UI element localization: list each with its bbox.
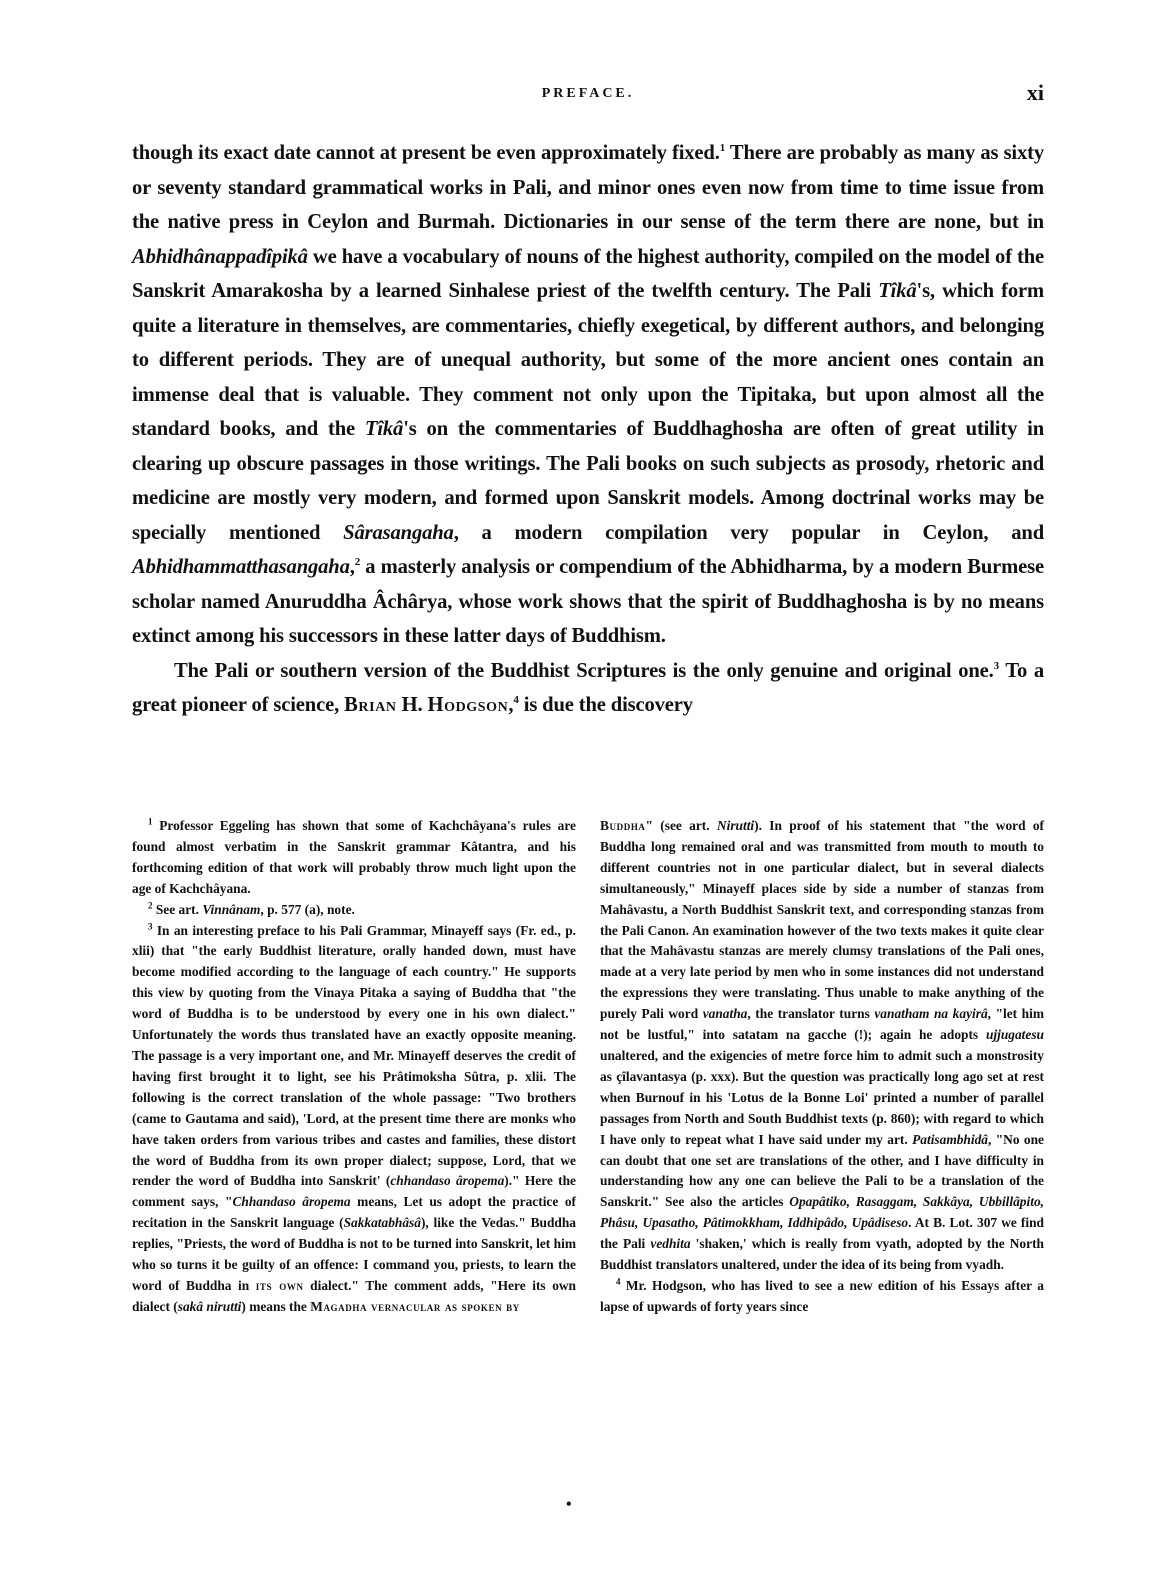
main-text bbox=[132, 136, 1044, 723]
footnote-text: means, Let us adopt the practice of recitation in the Sanskrit language ( bbox=[132, 1194, 576, 1231]
title-abhidhammatthasangaha: Abhidhammatthasangaha bbox=[132, 556, 350, 578]
text-run: is due the discovery bbox=[518, 694, 693, 716]
footnote-1 bbox=[132, 816, 576, 900]
running-title: PREFACE. bbox=[541, 86, 635, 101]
term: Patisambhidâ bbox=[912, 1131, 988, 1147]
footnote-column-right bbox=[600, 816, 1044, 1318]
text-run: The Pali or southern version of the Buddhist Scriptures is the only genuine and original one. bbox=[174, 659, 994, 682]
footnote-text: , the translator turns bbox=[747, 1006, 875, 1022]
footnote-text: dialect." The comment adds, "Here its own dialect ( bbox=[132, 1277, 577, 1314]
text-run: , bbox=[349, 556, 355, 578]
term: vanatham na kayirâ bbox=[874, 1006, 988, 1022]
paragraph-2 bbox=[132, 654, 1044, 723]
footnote-text: ). In proof of his statement that "the word of Buddha long remained oral and was transmitted from mouth to mouth to different countries not in one particular dialect, but in several dialects simultaneously," Minayeff places side by side a number of stanzas from Mahâvastu, a North Buddhist Sanskrit text, and corresponding stanzas from the Pali Canon. An examination however of the two texts makes it quite clear that the Mahâvastu stanzas are merely clumsy translations of the Pali ones, made at a very late period by men who in some instances did not understand the expressions they were translating. Thus unable to make anything of the purely Pali word bbox=[600, 818, 1045, 1022]
text-run: 's on the commentaries of Buddhaghosha are often of great utility in clearing up obscure passages in those writings. The Pali books on such subjects as prosody, rhetoric and medicine are mostly very modern, and formed upon Sanskrit models. Among doctrinal works may be specially mentioned bbox=[132, 418, 1044, 544]
footnote-text: )." Here the comment says, " bbox=[132, 1173, 576, 1210]
text-run: a masterly analysis or compendium of the Abhidharma, by a modern Burmese scholar named Anuruddha Âchârya, whose work shows that the spirit of Buddhaghosha is by no means extinct among his successors in these latter days of Buddhism. bbox=[132, 556, 1044, 647]
footnote-text: 'shaken,' which is really from vyath, adopted by the North Buddhist translators unaltered, under the idea of its being from vyadh. bbox=[600, 1236, 1044, 1273]
footnote-text: . At B. Lot. 307 we find the Pali bbox=[600, 1215, 1044, 1252]
running-header bbox=[132, 80, 1044, 110]
footnote-ref-2: 2 bbox=[354, 556, 361, 569]
footnote-3 bbox=[132, 921, 576, 1318]
text-run: though its exact date cannot at present be even approximately fixed. bbox=[132, 142, 720, 164]
title-sarasangaha: Sârasangaha bbox=[343, 521, 454, 544]
footnote-text: Professor Eggeling has shown that some of Kachchâyana's rules are found almost verbatim in the Sanskrit grammar Kâtantra, and his forthcoming edition of that work will probably throw much light upon the age of Kachchâyana. bbox=[132, 818, 576, 896]
footnote-mark: 1 bbox=[148, 816, 153, 827]
footnote-text: In an interesting preface to his Pali Grammar, Minayeff says (Fr. ed., p. xlii) that "the early Buddhist literature, orally handed down, must have become modified according to the language of each country." He supports this view by quoting from the Vinaya Pitaka a saying of Buddha that "the word of Buddha is to be understood by every one in his own dialect." Unfortunately the words thus translated have an exactly opposite meaning. The passage is a very important one, and Mr. Minayeff deserves the credit of having first brought it to light, see his Prâtimoksha Sûtra, p. xlii. The following is the correct translation of the whole passage: "Two brothers (came to Gautama and said), 'Lord, at the present time there are monks who have taken orders from various tribes and castes and families, these distort the word of Buddha from its own proper dialect; suppose, Lord, that we render the word of Buddha into Sanskrit' ( bbox=[132, 922, 576, 1189]
footnote-3-continued bbox=[600, 816, 1044, 1276]
text-run: we have a vocabulary of nouns of the highest authority, compiled on the model of the Sanskrit Amarakosha by a learned Sinhalese priest of the twelfth century. The Pali bbox=[132, 245, 1044, 302]
footnote-mark: 3 bbox=[148, 921, 153, 932]
footnote-text: ) means the bbox=[241, 1298, 311, 1314]
term-vinnanam: Vinnânam bbox=[202, 901, 261, 917]
page-number: xi bbox=[1026, 80, 1044, 105]
footnote-mark: 2 bbox=[148, 900, 153, 911]
footnote-2 bbox=[132, 900, 576, 921]
term: chhandaso âropema bbox=[390, 1173, 505, 1189]
footnote-text: unaltered, and the exigencies of metre force him to admit such a monstrosity as çîlavantasya (p. xxx). But the question was practically long ago set at rest when Burnouf in his 'Lotus de la Bonne Loi' printed a number of parallel passages from North and South Buddhist texts (p. 860); with regard to which I have only to repeat what I have said under my art. bbox=[600, 1047, 1044, 1147]
term: vedhita bbox=[650, 1236, 691, 1252]
footnote-text: , "let him not be lustful," into satatam na gacche (!); again he adopts bbox=[600, 1006, 1045, 1043]
footnote-4 bbox=[600, 1276, 1044, 1318]
text-run: 's, which form quite a literature in themselves, are commentaries, chiefly exegetical, by different authors, and belonging to different periods. They are of unequal authority, but some of the more ancient ones contain an immense deal that is valuable. They comment not only upon the Tipitaka, but upon almost all the standard books, and the bbox=[132, 280, 1044, 440]
term: Sakkatabhâsâ bbox=[343, 1215, 421, 1231]
footnote-column-left bbox=[132, 816, 576, 1318]
footnote-ref-4: 4 bbox=[513, 694, 519, 707]
term-tika: Tîkâ bbox=[364, 418, 404, 440]
term-tika: Tîkâ bbox=[878, 280, 917, 302]
small-caps: Buddha bbox=[600, 818, 646, 833]
term: Nirutti bbox=[716, 818, 755, 833]
footnote-text: " (see art. bbox=[645, 818, 717, 833]
footnote-mark: 4 bbox=[616, 1276, 621, 1287]
name-hodgson: Hodgson bbox=[427, 694, 509, 716]
term-list: Opapâtiko, Rasaggam, Sakkâya, Ubbillâpito, Phâsu, Upasatho, Pâtimokkham, Iddhipâdo, Upâdiseso bbox=[600, 1194, 1044, 1231]
text-run: , a modern compilation very popular in Ceylon, and bbox=[453, 521, 1044, 544]
term: sakâ nirutti bbox=[177, 1298, 242, 1314]
small-caps: Magadha vernacular as spoken by bbox=[310, 1298, 520, 1314]
footnote-text: Mr. Hodgson, who has lived to see a new edition of his Essays after a lapse of upwards of forty years since bbox=[600, 1277, 1044, 1314]
text-run: H. bbox=[396, 694, 428, 716]
name-brian: Brian bbox=[344, 694, 397, 716]
term: vanatha bbox=[702, 1006, 748, 1022]
footnote-ref-3: 3 bbox=[993, 659, 999, 672]
small-caps: its own bbox=[255, 1277, 304, 1293]
title-abhidhanappadipika: Abhidhânappadîpikâ bbox=[132, 245, 308, 268]
term: Chhandaso âropema bbox=[232, 1194, 351, 1210]
footnote-text: ), like the Vedas." Buddha replies, "Priests, the word of Buddha is not to be turned into Sanskrit, let him who so turns it be guilty of an offence: I command you, priests, to learn the word of Buddha in bbox=[132, 1215, 576, 1293]
term: ujjugatesu bbox=[985, 1027, 1044, 1043]
text-run: To a great pioneer of science, bbox=[132, 659, 1044, 716]
footnote-text: , "No one can doubt that one set are translations of the other, and I have difficulty in understanding how any one can believe the Pali to be a translation of the Sanskrit." See also the articles bbox=[600, 1131, 1044, 1210]
footnote-text: , p. 577 (a), note. bbox=[260, 901, 355, 917]
paragraph-1 bbox=[132, 136, 1044, 654]
footnote-ref-1: 1 bbox=[719, 142, 726, 155]
text-run: , bbox=[508, 694, 514, 716]
text-run: There are probably as many as sixty or seventy standard grammatical works in Pali, and minor ones even now from time to time issue from the native press in Ceylon and Burmah. Dictionaries in our sense of the term there are none, but in bbox=[132, 142, 1045, 233]
footnote-text: See art. bbox=[155, 901, 203, 917]
stray-mark: • bbox=[566, 1496, 572, 1513]
